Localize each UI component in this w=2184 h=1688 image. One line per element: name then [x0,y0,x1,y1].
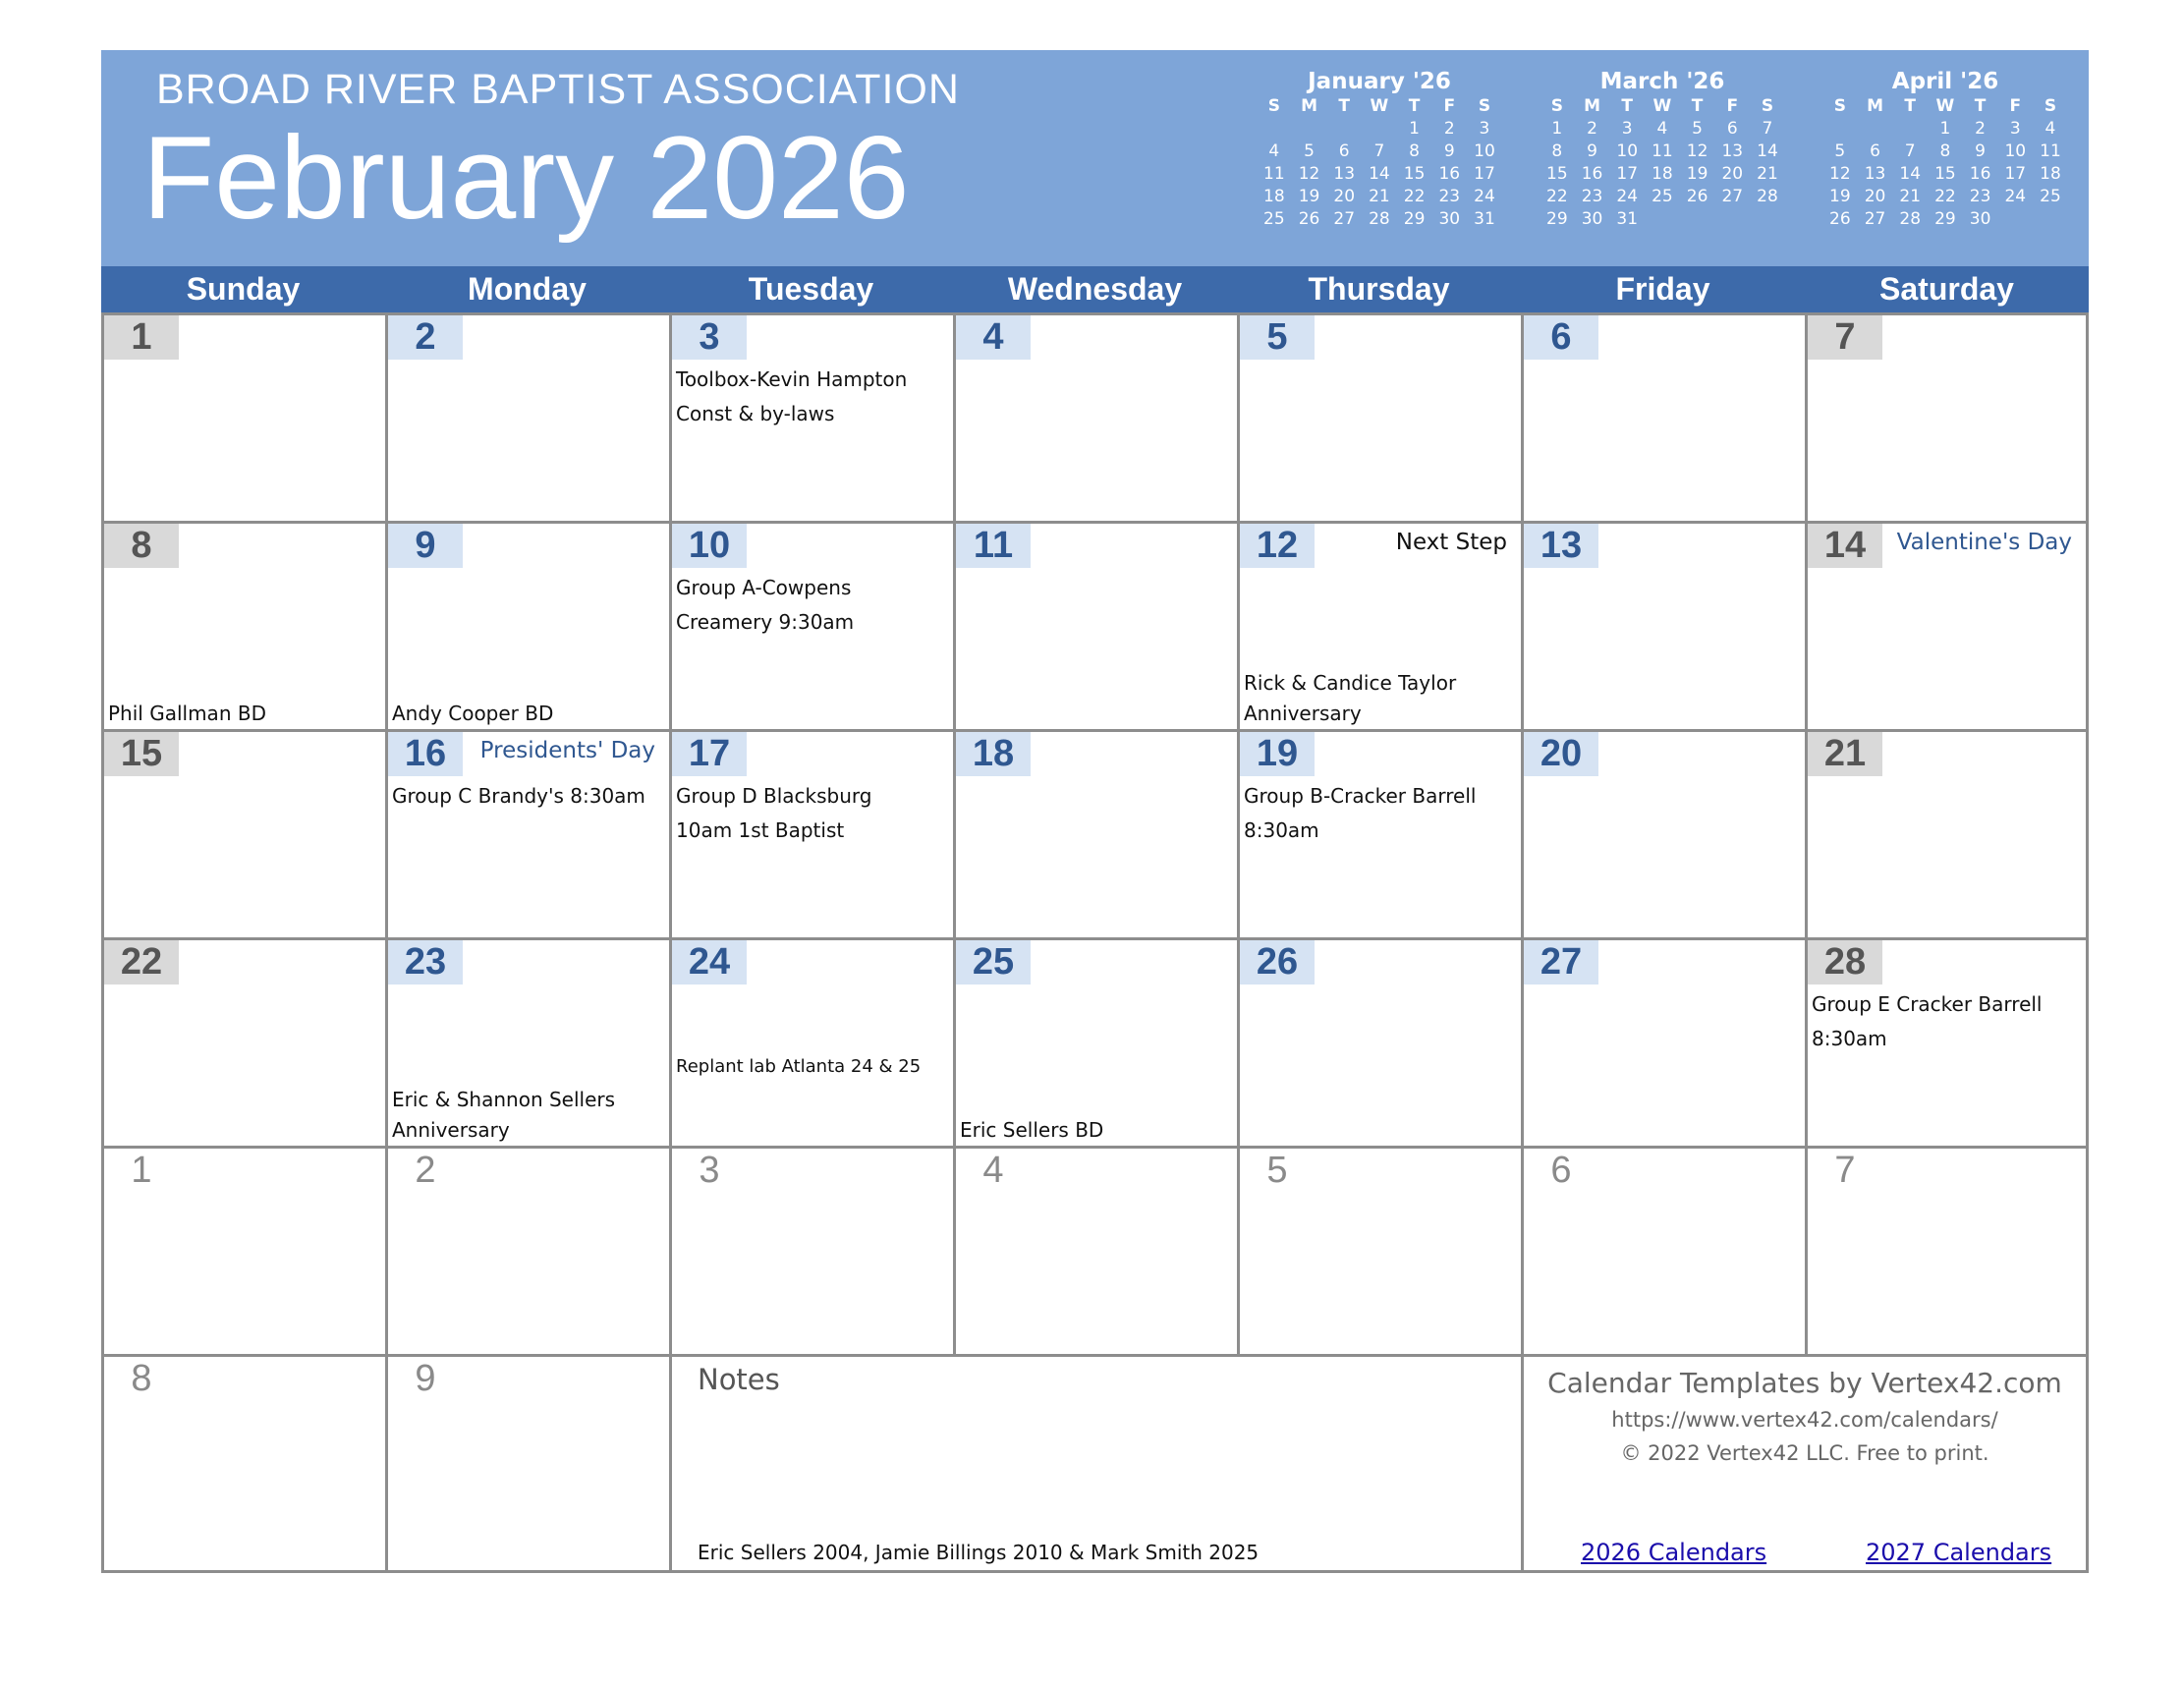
day-number: 27 [1524,940,1598,985]
mini-day: 7 [1373,141,1385,161]
day-number: 7 [1808,315,1882,360]
mini-day: 25 [1652,187,1673,206]
event-line: Rick & Candice Taylor [1244,671,1457,695]
event-text: 8:30am [1812,1027,1887,1050]
mini-day: 23 [1581,187,1603,206]
mini-day: 16 [1438,164,1461,184]
mini-day: 21 [1899,187,1922,206]
mini-weekday-label: W [1935,96,1955,116]
mini-day: 5 [1692,119,1703,139]
weekday-sunday: Sunday [186,271,301,307]
mini-day: 4 [1268,141,1280,161]
mini-weekday-label: S [1761,96,1774,116]
day-number: 4 [956,315,1031,360]
day-cell [104,524,388,732]
day-number: 4 [982,1150,1004,1191]
day-cell [1808,732,2089,940]
weekday-wednesday: Wednesday [1007,271,1183,307]
day-number: 2 [415,1150,436,1191]
mini-day: 10 [1616,141,1639,161]
mini-day: 19 [1686,164,1708,184]
mini-day: 26 [1298,209,1320,229]
mini-day: 14 [1757,141,1778,161]
mini-day: 12 [1298,164,1320,184]
mini-weekday-label: M [1867,96,1883,116]
mini-day: 17 [1474,164,1495,184]
mini-day: 29 [1546,209,1568,229]
mini-day: 23 [1969,187,1991,206]
mini-day: 9 [1975,141,1986,161]
day-number: 3 [672,315,747,360]
mini-day: 20 [1333,187,1356,206]
event-line: Andy Cooper BD [392,702,554,725]
mini-day: 13 [1721,141,1744,161]
mini-day: 7 [1762,119,1773,139]
event-text: Group A-Cowpens [676,576,852,599]
event-text-bottom [392,699,553,729]
day-number: 1 [104,315,179,360]
mini-day: 14 [1899,164,1922,184]
day-number: 19 [1240,732,1315,776]
mini-weekday-label: M [1584,96,1600,116]
mini-weekday-label: T [1621,96,1634,116]
day-number: 8 [131,1358,152,1399]
day-cell [1808,940,2089,1149]
day-cell [388,1149,672,1357]
event-text: Toolbox-Kevin Hampton [676,367,908,391]
mini-day: 22 [1934,187,1956,206]
mini-weekday-label: S [1478,96,1491,116]
day-cell [956,524,1240,732]
day-number: 12 [1240,524,1315,568]
day-number: 8 [104,524,179,568]
day-cell [1240,524,1524,732]
day-cell [388,1357,672,1573]
mini-day: 30 [1969,209,1991,229]
day-label: Valentine's Day [1896,530,2072,555]
mini-day: 13 [1333,164,1356,184]
mini-day: 20 [1864,187,1886,206]
mini-day: 31 [1474,209,1495,229]
day-number: 25 [956,940,1031,985]
mini-weekday-label: M [1301,96,1317,116]
mini-day: 28 [1757,187,1778,206]
mini-day: 8 [1409,141,1420,161]
mini-day: 1 [1939,119,1951,139]
day-cell [672,732,956,940]
mini-day: 15 [1403,164,1426,184]
mini-day: 9 [1587,141,1597,161]
mini-day: 6 [1870,141,1880,161]
event-text: 8:30am [1244,818,1319,842]
event-text: 10am 1st Baptist [676,818,845,842]
mini-day: 10 [1474,141,1495,161]
mini-weekday-label: S [1267,96,1280,116]
mini-weekday-label: W [1370,96,1389,116]
mini-day [1292,118,1327,141]
mini-weekday-label: S [1550,96,1563,116]
mini-day: 18 [1263,187,1285,206]
event-text: Const & by-laws [676,402,835,425]
mini-day: 7 [1904,141,1916,161]
day-number: 26 [1240,940,1315,985]
day-cell [956,1149,1240,1357]
mini-day: 25 [1263,209,1285,229]
day-cell [1524,732,1808,940]
event-line: Eric Sellers BD [960,1118,1104,1142]
mini-day: 29 [1934,209,1956,229]
mini-day: 27 [1864,209,1886,229]
mini-day [1257,118,1292,141]
mini-day: 19 [1829,187,1851,206]
mini-day: 24 [1616,187,1639,206]
event-text: Group C Brandy's 8:30am [392,784,645,808]
mini-day: 8 [1551,141,1563,161]
mini-day: 1 [1551,119,1563,139]
event-line: Eric & Shannon Sellers [392,1088,616,1111]
day-cell [1524,940,1808,1149]
event-line: Phil Gallman BD [108,702,266,725]
mini-day: 4 [2044,119,2056,139]
mini-day: 24 [1474,187,1495,206]
mini-weekday-label: F [1443,96,1456,116]
event-text-bottom [108,699,266,729]
day-cell [1808,315,2089,524]
mini-calendar [1257,68,1502,231]
event-text-bottom [392,1085,615,1146]
mini-day: 5 [1304,141,1315,161]
mini-day: 25 [2040,187,2061,206]
day-cell [104,940,388,1149]
day-cell [1808,524,2089,732]
day-label: Next Step [1395,530,1507,555]
day-cell [1808,1149,2089,1357]
mini-weekday-label: F [1726,96,1739,116]
mini-day: 12 [1829,164,1851,184]
day-cell [104,1149,388,1357]
mini-day: 19 [1298,187,1320,206]
mini-day: 15 [1546,164,1568,184]
mini-day: 22 [1403,187,1426,206]
mini-day: 23 [1438,187,1461,206]
weekday-header [101,266,2089,312]
day-cell [956,315,1240,524]
mini-day: 2 [1587,119,1597,139]
day-number: 9 [415,1358,436,1399]
mini-day: 11 [1652,141,1673,161]
day-cell [104,315,388,524]
day-number: 2 [388,315,463,360]
notes-text: Eric Sellers 2004, Jamie Billings 2010 & Mark Smith 2025 [698,1541,1260,1564]
day-cell [104,732,388,940]
day-number: 9 [388,524,463,568]
mini-weekday-label: T [1974,96,1987,116]
day-cell [956,940,1240,1149]
day-cell [672,940,956,1149]
day-number: 7 [1834,1150,1856,1191]
mini-day: 26 [1829,209,1851,229]
day-cell [388,524,672,732]
day-number: 5 [1266,1150,1288,1191]
mini-day: 21 [1369,187,1390,206]
mini-day: 26 [1686,187,1708,206]
mini-weekday-label: W [1652,96,1672,116]
mini-day: 8 [1939,141,1951,161]
mini-weekday-label: T [1338,96,1351,116]
day-number: 16 [388,732,463,776]
mini-day: 6 [1338,141,1350,161]
mini-day: 16 [1581,164,1603,184]
day-number: 24 [672,940,747,985]
day-number: 14 [1808,524,1882,568]
mini-calendar-title: April '26 [1891,69,1999,94]
mini-day: 12 [1686,141,1708,161]
weekday-thursday: Thursday [1308,271,1450,307]
day-cell [1240,940,1524,1149]
mini-day: 20 [1721,164,1744,184]
day-number: 21 [1808,732,1882,776]
mini-weekday-label: T [1408,96,1421,116]
day-number: 6 [1550,1150,1572,1191]
day-cell [672,1149,956,1357]
mini-day: 28 [1369,209,1390,229]
event-line: Anniversary [392,1118,510,1142]
event-text: Replant lab Atlanta 24 & 25 [676,1056,922,1077]
mini-day: 3 [1621,119,1633,139]
day-cell [1524,524,1808,732]
credit-title: Calendar Templates by Vertex42.com [1547,1367,2062,1399]
day-number: 20 [1524,732,1598,776]
day-cell [1240,1149,1524,1357]
mini-day: 29 [1403,209,1426,229]
mini-day: 17 [2004,164,2027,184]
day-cell [388,940,672,1149]
mini-day: 4 [1656,119,1668,139]
day-number: 28 [1808,940,1882,985]
day-cell [388,732,672,940]
day-cell [1240,732,1524,940]
mini-weekday-label: T [1904,96,1917,116]
mini-day: 10 [2004,141,2027,161]
mini-day: 18 [2040,164,2061,184]
mini-calendar-title: March '26 [1599,69,1725,94]
day-number: 3 [699,1150,720,1191]
day-number: 10 [672,524,747,568]
mini-day: 2 [1975,119,1986,139]
day-number: 11 [956,524,1031,568]
weekday-saturday: Saturday [1879,271,2014,307]
notes-label: Notes [698,1363,780,1396]
mini-day: 6 [1726,119,1738,139]
mini-day: 3 [2009,119,2021,139]
mini-day: 16 [1969,164,1991,184]
mini-day: 17 [1616,164,1639,184]
mini-day [1362,118,1397,141]
mini-calendar-title: January '26 [1308,69,1451,94]
mini-day: 28 [1899,209,1922,229]
day-number: 23 [388,940,463,985]
mini-day: 1 [1409,119,1420,139]
mini-day: 5 [1834,141,1846,161]
day-number: 13 [1524,524,1598,568]
mini-weekday-label: S [2044,96,2057,116]
day-number: 18 [956,732,1031,776]
month-grid [101,312,2089,1573]
event-text: Group B-Cracker Barrell [1244,784,1477,808]
calendar-header [101,50,2089,266]
event-text: Group E Cracker Barrell [1812,992,2043,1016]
mini-day: 18 [1652,164,1673,184]
day-number: 5 [1240,315,1315,360]
day-label: Presidents' Day [479,738,655,763]
day-number: 15 [104,732,179,776]
event-line: Anniversary [1244,702,1362,725]
link-2027-calendars[interactable]: 2027 Calendars [1866,1539,2052,1566]
mini-weekday-label: F [2009,96,2022,116]
mini-day: 3 [1479,119,1490,139]
credit-url: https://www.vertex42.com/calendars/ [1611,1408,1998,1432]
notes-box [672,1357,1524,1573]
link-2026-calendars[interactable]: 2026 Calendars [1581,1539,1767,1566]
day-cell [1240,315,1524,524]
credit-box [1524,1357,2089,1573]
day-cell [1524,1149,1808,1357]
mini-day: 22 [1546,187,1568,206]
mini-calendar-grid [1822,95,2068,231]
weekday-monday: Monday [468,271,587,307]
mini-day: 27 [1721,187,1744,206]
day-cell [1524,315,1808,524]
event-text-bottom [1244,668,1456,729]
mini-day [1822,118,1858,141]
organization-name: BROAD RIVER BAPTIST ASSOCIATION [156,66,960,113]
mini-day [1326,118,1362,141]
mini-day: 2 [1443,119,1455,139]
mini-day [1858,118,1893,141]
mini-weekday-label: S [1833,96,1846,116]
mini-day: 14 [1369,164,1390,184]
day-cell [956,732,1240,940]
mini-day: 30 [1581,209,1603,229]
event-text: Creamery 9:30am [676,610,855,634]
day-cell [388,315,672,524]
mini-calendar [1540,68,1785,231]
mini-calendar-grid [1257,95,1502,231]
mini-calendar-grid [1540,95,1785,231]
mini-day [1892,118,1928,141]
mini-day: 30 [1438,209,1461,229]
day-cell [672,315,956,524]
credit-copy: © 2022 Vertex42 LLC. Free to print. [1620,1441,1989,1465]
day-number: 17 [672,732,747,776]
mini-day: 11 [2040,141,2061,161]
month-title: February 2026 [142,112,910,244]
weekday-friday: Friday [1615,271,1710,307]
mini-weekday-label: T [1691,96,1704,116]
event-text-bottom [960,1115,1103,1146]
day-cell [672,524,956,732]
day-number: 1 [131,1150,152,1191]
day-number: 6 [1524,315,1598,360]
mini-day: 13 [1864,164,1886,184]
event-text: Group D Blacksburg [676,784,872,808]
mini-day: 15 [1934,164,1956,184]
mini-day: 24 [2004,187,2027,206]
mini-day: 31 [1616,209,1639,229]
mini-day: 11 [1263,164,1285,184]
day-cell [104,1357,388,1573]
mini-day: 9 [1443,141,1455,161]
mini-day: 27 [1333,209,1356,229]
mini-day: 21 [1757,164,1778,184]
weekday-tuesday: Tuesday [748,271,874,307]
mini-calendar [1822,68,2068,231]
day-number: 22 [104,940,179,985]
